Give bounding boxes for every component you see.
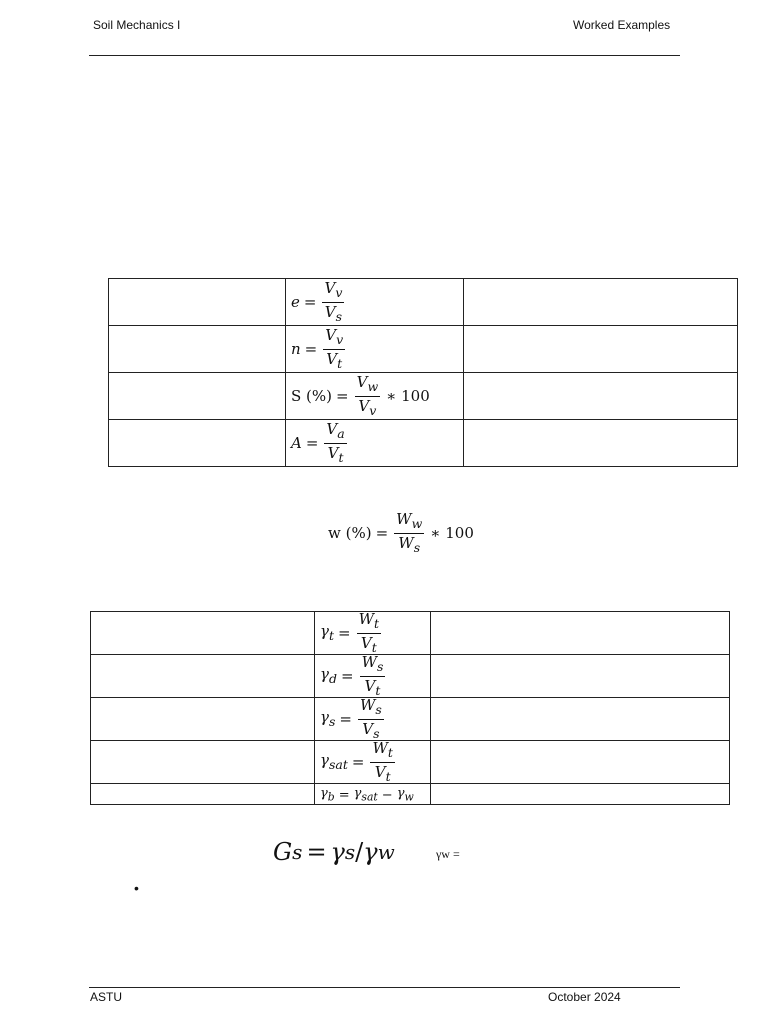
table-row	[91, 612, 730, 655]
formula	[320, 698, 386, 740]
equals-sign: =	[304, 339, 318, 358]
footer-date: October 2024	[548, 990, 621, 1004]
denominator-term-subscript: t	[385, 768, 391, 784]
description-cell	[91, 784, 315, 805]
formula-cell	[315, 655, 431, 698]
gamma-term-symbol: γ	[353, 786, 362, 802]
fraction	[358, 698, 384, 740]
table-row	[109, 279, 738, 326]
minus-sign: −	[381, 787, 393, 803]
equation-lhs	[320, 707, 336, 729]
equation-lhs-subscript: b	[327, 790, 335, 804]
numerator	[358, 698, 384, 720]
numerator-term-symbol: V	[325, 326, 337, 344]
gamma-term	[397, 787, 414, 803]
description-cell	[91, 655, 315, 698]
denominator-term-subscript: t	[371, 639, 377, 655]
numerator-term-subscript: s	[375, 702, 382, 717]
denominator-term-symbol: V	[327, 443, 339, 462]
description-cell	[109, 420, 286, 467]
denominator	[373, 763, 393, 784]
denominator-term-symbol: V	[374, 762, 386, 781]
numerator-term-subscript: a	[337, 426, 345, 441]
notes-cell	[464, 279, 738, 326]
denominator-term-subscript: t	[337, 355, 343, 371]
formula-cell	[315, 784, 431, 805]
equation-lhs-subscript: d	[328, 670, 337, 686]
denominator-term-symbol: V	[364, 676, 376, 695]
equation-lhs-symbol: γ	[320, 750, 329, 769]
denominator-term-symbol: V	[324, 302, 336, 321]
numerator-term-symbol: W	[361, 654, 377, 671]
fraction	[357, 612, 381, 654]
formula-cell	[286, 326, 464, 373]
numerator-term-subscript: w	[367, 379, 379, 394]
fraction	[323, 328, 345, 370]
equation-lhs-subscript: t	[328, 627, 334, 643]
equals-sign: =	[338, 787, 350, 803]
gamma-symbol: γ	[330, 838, 345, 866]
notes-cell	[464, 326, 738, 373]
formula	[320, 655, 387, 697]
unit-weight-table	[90, 611, 730, 805]
equals-sign: =	[375, 523, 389, 542]
equals-sign: =	[339, 709, 352, 728]
header-rule	[89, 55, 680, 56]
denominator-term	[364, 676, 381, 698]
denominator-term-symbol: V	[326, 349, 338, 368]
gamma-symbol: γ	[363, 838, 378, 866]
table-row	[91, 741, 730, 784]
equation-lhs: S (%)	[291, 386, 333, 405]
equation-lhs	[320, 621, 334, 643]
equals-sign: =	[303, 292, 317, 311]
denominator-subscript: s	[413, 539, 421, 555]
footer-rule	[89, 987, 680, 988]
notes-cell	[431, 784, 730, 805]
numerator: W	[396, 510, 412, 528]
formula	[320, 787, 414, 803]
equation-lhs: w (%)	[328, 523, 372, 542]
gamma-term-subscript: w	[404, 790, 414, 804]
fraction	[394, 512, 424, 554]
notes-cell	[431, 698, 730, 741]
notes-cell	[431, 741, 730, 784]
denominator-term	[324, 302, 343, 324]
numerator	[360, 655, 386, 677]
fraction	[322, 281, 344, 323]
numerator-subscript: w	[411, 516, 423, 531]
denominator-term	[374, 762, 391, 784]
fraction	[370, 741, 394, 783]
notes-cell	[464, 373, 738, 420]
numerator-term	[359, 612, 379, 629]
formula-cell	[315, 741, 431, 784]
notes-cell	[431, 612, 730, 655]
formula-cell	[286, 279, 464, 326]
numerator	[357, 612, 381, 634]
formula	[291, 281, 346, 323]
formula	[291, 422, 349, 464]
gamma-term-symbol: γ	[396, 786, 405, 802]
bullet-point: •	[134, 880, 139, 896]
equation-lhs: e	[291, 292, 300, 311]
gamma-term-subscript: sat	[361, 790, 378, 804]
equation-lhs-symbol: γ	[320, 786, 328, 802]
formula	[291, 375, 434, 417]
denominator: W	[398, 533, 414, 552]
numerator-term	[326, 420, 345, 441]
denominator-term-symbol: V	[358, 396, 370, 415]
numerator-term-symbol: V	[324, 279, 336, 297]
gamma-subscript: w	[377, 840, 395, 864]
numerator	[323, 328, 345, 350]
numerator-term	[362, 655, 384, 672]
denominator-term	[360, 633, 377, 655]
description-cell	[91, 612, 315, 655]
table-row	[109, 420, 738, 467]
formula	[320, 741, 397, 783]
denominator	[356, 397, 378, 418]
numerator-term-symbol: W	[358, 611, 374, 628]
numerator-term	[360, 698, 382, 715]
gamma-subscript: s	[344, 840, 356, 864]
gamma-term	[354, 787, 378, 803]
numerator-term-symbol: V	[356, 373, 368, 391]
lhs-subscript: s	[292, 840, 303, 864]
denominator-term-subscript: s	[335, 308, 343, 324]
header-section-title: Worked Examples	[573, 18, 671, 32]
table-row	[109, 326, 738, 373]
equation-lhs: A	[291, 433, 302, 452]
numerator-term	[372, 741, 392, 758]
equals-sign: =	[306, 838, 327, 866]
denominator-term	[327, 443, 344, 465]
denominator	[360, 720, 381, 741]
denominator	[326, 444, 346, 465]
denominator-term	[358, 396, 377, 418]
numerator-term	[324, 279, 343, 300]
equation-lhs: G	[273, 838, 293, 866]
numerator-term-subscript: s	[376, 659, 384, 674]
footer-institution: ASTU	[90, 990, 123, 1004]
specific-gravity-equation	[273, 840, 395, 864]
equation-lhs-subscript: sat	[328, 756, 348, 772]
multiplier: ∗ 100	[386, 386, 430, 405]
equation-lhs-symbol: γ	[320, 707, 329, 726]
table-row	[91, 655, 730, 698]
table-row	[91, 698, 730, 741]
formula-cell	[315, 612, 431, 655]
notes-cell	[464, 420, 738, 467]
notes-cell	[431, 655, 730, 698]
equation-lhs: n	[291, 339, 301, 358]
equals-sign: =	[351, 752, 365, 771]
numerator-term-subscript: v	[335, 285, 343, 300]
denominator	[324, 350, 344, 371]
numerator	[370, 741, 394, 763]
table-row	[109, 373, 738, 420]
numerator-term-symbol: V	[326, 420, 338, 438]
description-cell	[109, 373, 286, 420]
table-row	[91, 784, 730, 805]
description-cell	[91, 741, 315, 784]
equals-sign: =	[338, 623, 351, 642]
denominator	[359, 634, 379, 655]
denominator	[363, 677, 383, 698]
division-slash: /	[355, 838, 364, 866]
equation-lhs	[320, 787, 335, 803]
unit-weight-water-label: γw =	[436, 847, 460, 861]
fraction	[360, 655, 386, 697]
volume-relations-table	[108, 278, 738, 467]
denominator-term	[362, 719, 380, 741]
formula-cell	[286, 420, 464, 467]
description-cell	[109, 279, 286, 326]
multiplier: ∗ 100	[430, 523, 474, 542]
formula-cell	[286, 373, 464, 420]
equation-lhs-symbol: γ	[320, 621, 329, 640]
fraction	[324, 422, 346, 464]
equals-sign: =	[340, 666, 354, 685]
numerator	[322, 281, 344, 303]
numerator-term	[325, 326, 344, 347]
numerator-term	[356, 373, 379, 394]
denominator-term	[326, 349, 343, 371]
description-cell	[91, 698, 315, 741]
denominator-term-subscript: s	[373, 725, 380, 741]
denominator-term-symbol: V	[360, 633, 372, 652]
numerator-term-symbol: W	[372, 740, 388, 757]
formula-cell	[315, 698, 431, 741]
numerator-term-symbol: W	[359, 697, 376, 714]
denominator-term-subscript: t	[375, 682, 381, 698]
description-cell	[109, 326, 286, 373]
formula	[291, 328, 347, 370]
denominator-term-symbol: V	[362, 719, 374, 738]
denominator-term-subscript: v	[369, 402, 377, 418]
formula	[320, 612, 383, 654]
numerator-term-subscript: t	[374, 616, 380, 631]
water-content-equation	[328, 512, 478, 554]
numerator	[324, 422, 346, 444]
equation-lhs	[320, 750, 348, 772]
denominator-term-subscript: t	[338, 449, 344, 465]
equation-lhs	[320, 664, 337, 686]
equals-sign: =	[336, 386, 349, 405]
denominator	[323, 303, 344, 324]
numerator-term-subscript: v	[336, 332, 344, 347]
equation-lhs-symbol: γ	[320, 664, 329, 683]
equals-sign: =	[305, 433, 319, 452]
equation-lhs-subscript: s	[328, 713, 336, 729]
numerator-term-subscript: t	[387, 745, 393, 760]
fraction	[355, 375, 381, 417]
numerator	[355, 375, 381, 397]
header-course-title: Soil Mechanics I	[93, 18, 181, 32]
